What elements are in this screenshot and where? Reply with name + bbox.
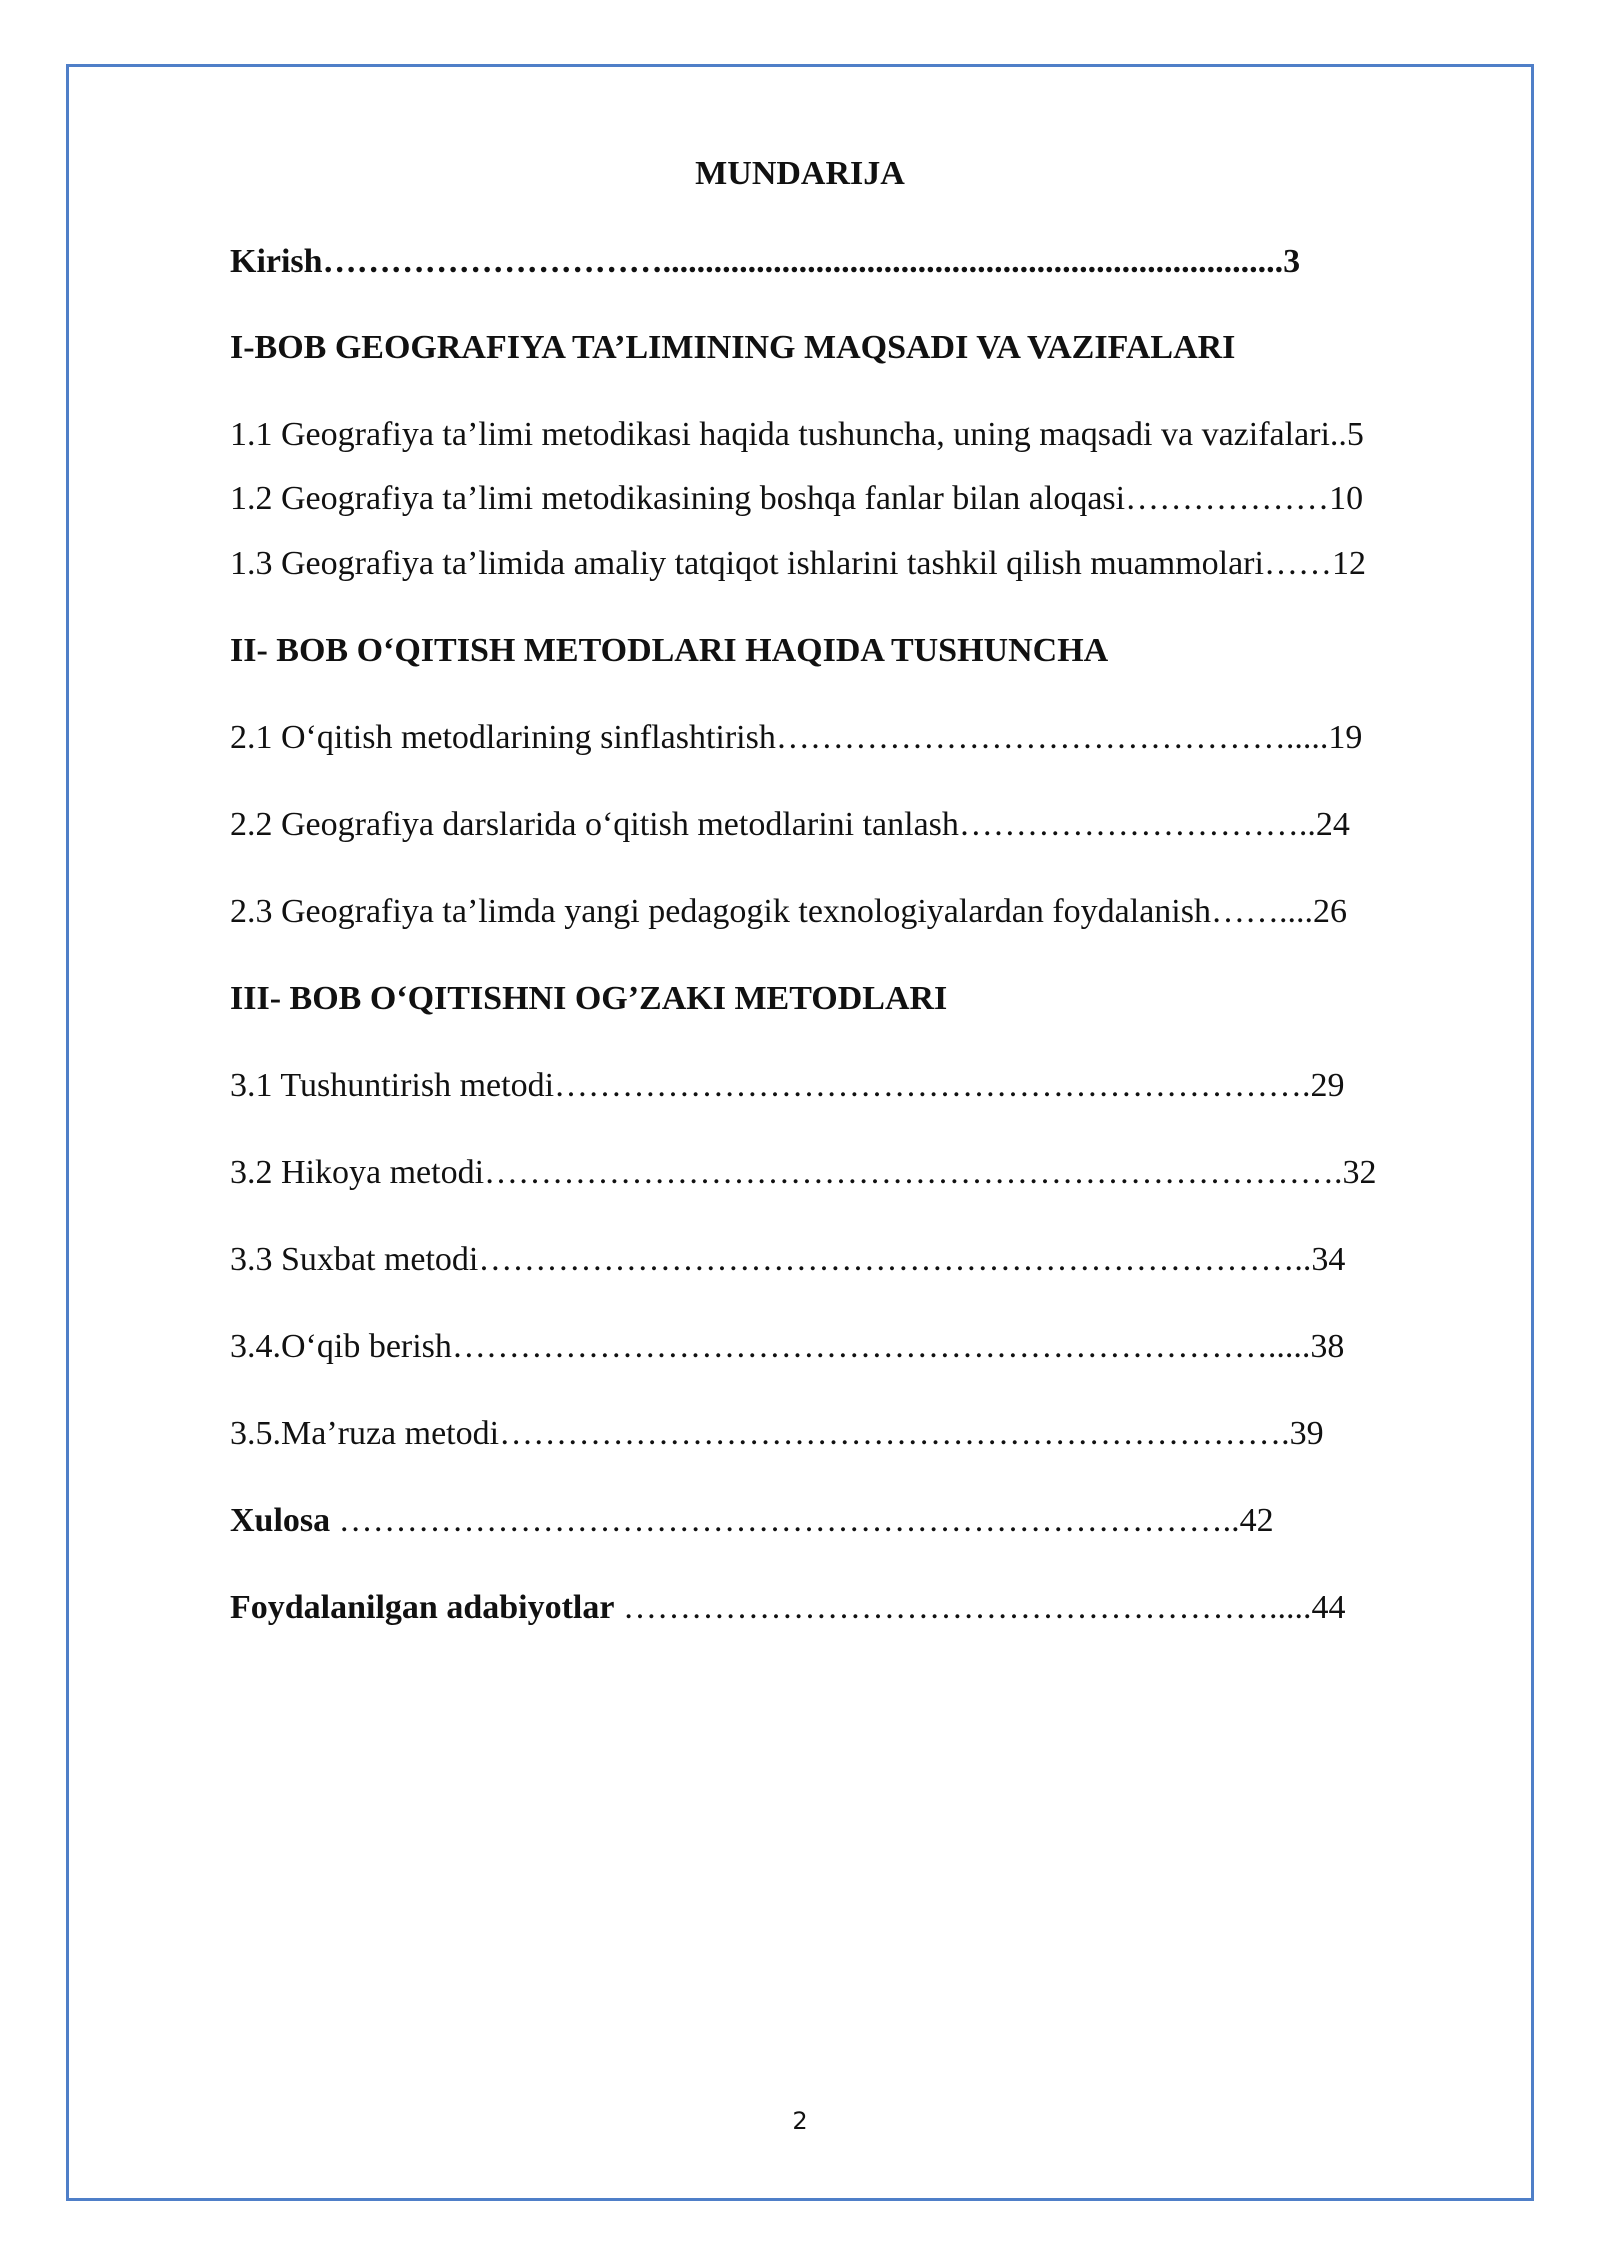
toc-entry-references-label: Foydalanilgan adabiyotlar — [230, 1589, 615, 1626]
toc-entry-3-3: 3.3 Suxbat metodi………………………………………………………………..34 — [230, 1241, 1346, 1278]
page-border — [66, 64, 1534, 2201]
toc-entry-xulosa-dots: ……………………………………………………………………..42 — [330, 1502, 1274, 1539]
toc-entry-3-1: 3.1 Tushuntirish metodi………………………………………………………….29 — [230, 1067, 1345, 1104]
toc-entry-3-2: 3.2 Hikoya metodi………………………………………………………………….32 — [230, 1154, 1377, 1191]
toc-entry-xulosa-label: Xulosa — [230, 1502, 331, 1539]
page-number: 2 — [792, 2107, 808, 2135]
toc-entry-xulosa — [230, 1499, 1274, 1543]
toc-chapter-1: I-BOB GEOGRAFIYA TA’LIMINING MAQSADI VA VAZIFALARI — [230, 329, 1236, 366]
toc-chapter-3: III- BOB O‘QITISHNI OG’ZAKI METODLARI — [230, 980, 948, 1017]
toc-entry-1-3: 1.3 Geografiya ta’limida amaliy tatqiqot ishlarini tashkil qilish muammolari……12 — [230, 545, 1366, 582]
toc-entry-2-3: 2.3 Geografiya ta’limda yangi pedagogik texnologiyalardan foydalanish……....26 — [230, 893, 1347, 930]
toc-entry-references — [230, 1586, 1345, 1630]
toc-entry-2-1: 2.1 O‘qitish metodlarining sinflashtirish……………………………………….....19 — [230, 719, 1363, 756]
toc-entry-1-1: 1.1 Geografiya ta’limi metodikasi haqida tushuncha, uning maqsadi va vazifalari..5 — [230, 416, 1364, 453]
toc-entry-kirish: Kirish………………………….........................................................................3 — [230, 243, 1301, 280]
toc-chapter-2: II- BOB O‘QITISH METODLARI HAQIDA TUSHUNCHA — [230, 632, 1109, 669]
page-title: MUNDARIJA — [695, 155, 905, 192]
toc-entry-2-2: 2.2 Geografiya darslarida o‘qitish metodlarini tanlash…………………………..24 — [230, 806, 1350, 843]
toc-entry-3-4: 3.4.O‘qib berish……………………………………………………………….....38 — [230, 1328, 1345, 1365]
toc-entry-3-5: 3.5.Ma’ruza metodi…………………………………………………………….39 — [230, 1415, 1324, 1452]
toc-entry-1-2: 1.2 Geografiya ta’limi metodikasining boshqa fanlar bilan aloqasi………………10 — [230, 480, 1364, 517]
toc-entry-references-dots: ………………………………………………….....44 — [614, 1589, 1346, 1626]
